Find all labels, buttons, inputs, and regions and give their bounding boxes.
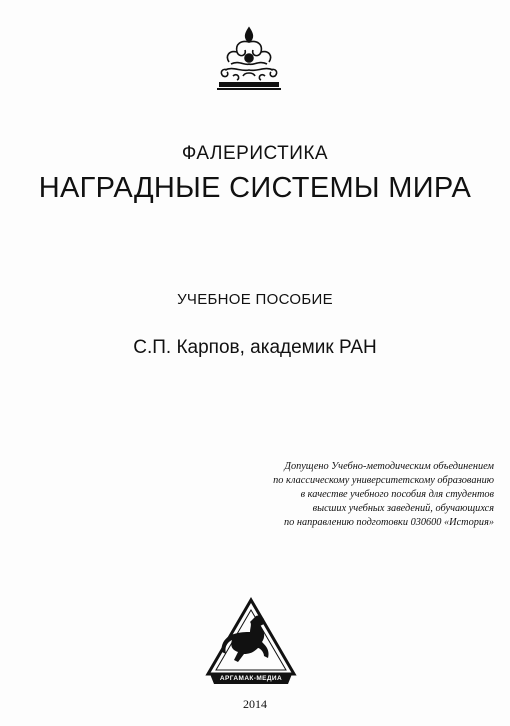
approval-line: по направлению подготовки 030600 «История» (283, 517, 494, 528)
approval-line: в качестве учебного пособия для студентов (300, 489, 494, 500)
ornament-crest-icon (211, 26, 287, 92)
approval-line: Допущено Учебно-методическим объединением (284, 461, 494, 472)
book-subject: ФАЛЕРИСТИКА (181, 143, 329, 164)
approval-note (214, 460, 494, 530)
book-kind: УЧЕБНОЕ ПОСОБИЕ (177, 291, 333, 308)
book-author: С.П. Карпов, академик РАН (133, 337, 377, 358)
approval-line: по классическому университетскому образованию (273, 475, 494, 486)
publisher-name: АРГАМАК-МЕДИА (219, 675, 283, 682)
approval-line: высших учебных заведений, обучающихся (312, 503, 494, 514)
book-title: НАГРАДНЫЕ СИСТЕМЫ МИРА (38, 172, 472, 204)
publication-year: 2014 (243, 697, 267, 711)
